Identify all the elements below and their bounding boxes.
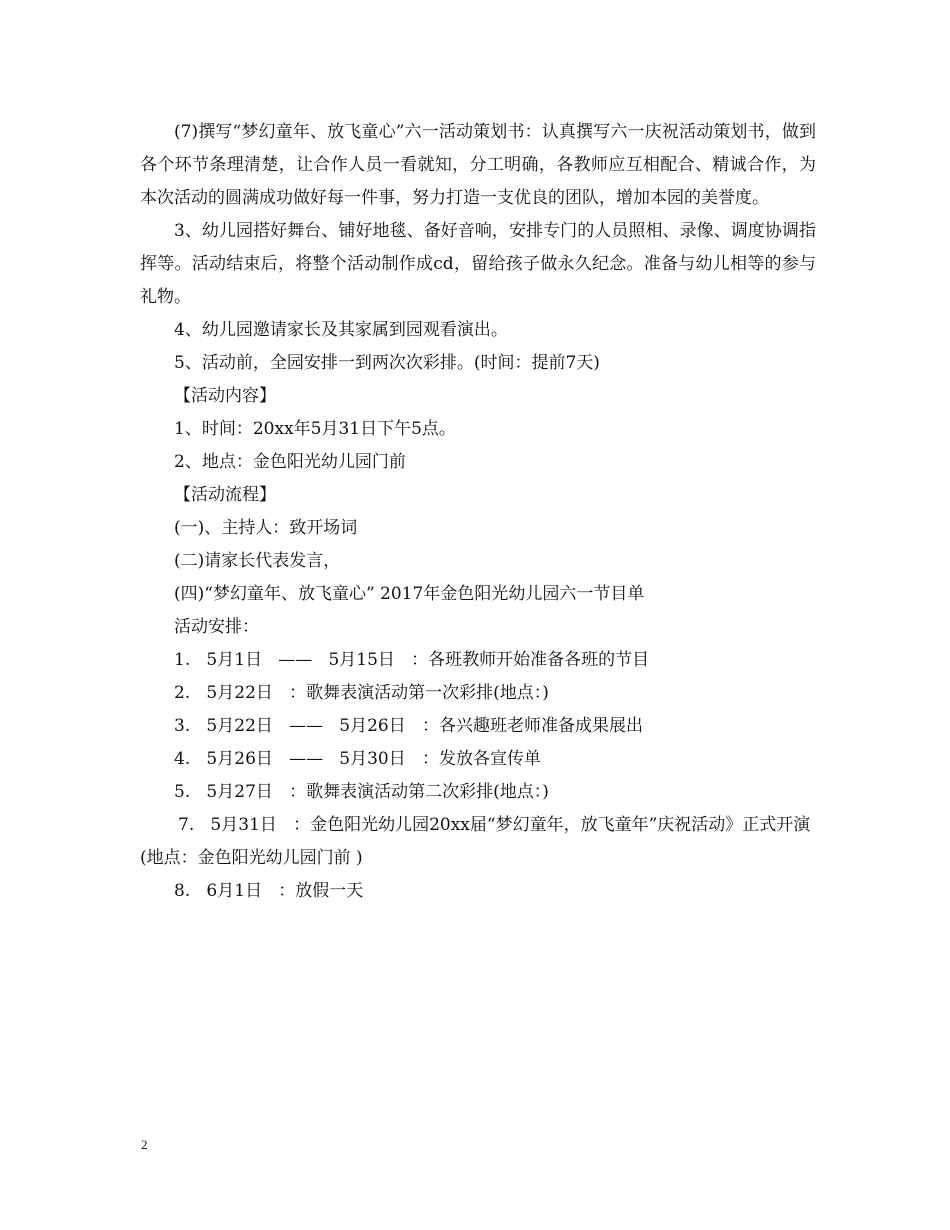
paragraph-time: 1、时间：20xx年5月31日下午5点。 — [174, 419, 456, 439]
paragraph-invite-parents: 4、幼儿园邀请家长及其家属到园观看演出。 — [174, 320, 508, 340]
paragraph-program-list: (四)“梦幻童年、放飞童心” 2017年金色阳光幼儿园六一节目单 — [174, 584, 645, 604]
schedule-list — [140, 644, 816, 908]
schedule-item: 4. 5月26日 —— 5月30日 ：发放各宣传单 — [174, 749, 541, 769]
paragraph-host: (一)、主持人：致开场词 — [174, 518, 358, 538]
page-number: 2 — [141, 1137, 148, 1152]
paragraph-parent-speech: (二)请家长代表发言， — [174, 551, 341, 571]
paragraph-stage-setup: 3、幼儿园搭好舞台、铺好地毯、备好音响，安排专门的人员照相、录像、调度协调指挥等。活动结束后，将整个活动制作成cd，留给孩子做永久纪念。准备与幼儿相等的参与礼物。 — [140, 221, 816, 307]
heading-activity-flow: 【活动流程】 — [174, 485, 276, 505]
heading-activity-content: 【活动内容】 — [174, 386, 276, 406]
schedule-item: 8. 6月1日 ：放假一天 — [174, 881, 364, 901]
document-body — [140, 116, 816, 908]
paragraph-location: 2、地点：金色阳光幼儿园门前 — [174, 452, 406, 472]
schedule-item: 5. 5月27日 ：歌舞表演活动第二次彩排(地点：) — [174, 782, 549, 802]
schedule-item: 7. 5月31日 ：金色阳光幼儿园20xx届“梦幻童年，放飞童年”庆祝活动》正式开演(地点：金色阳光幼儿园门前 ) — [140, 815, 811, 868]
paragraph-rehearsal: 5、活动前，全园安排一到两次次彩排。(时间：提前7天) — [174, 353, 600, 373]
schedule-item: 2. 5月22日 ：歌舞表演活动第一次彩排(地点：) — [174, 683, 549, 703]
schedule-item: 3. 5月22日 —— 5月26日 ：各兴趣班老师准备成果展出 — [174, 716, 643, 736]
schedule-item: 1. 5月1日 —— 5月15日 ：各班教师开始准备各班的节目 — [174, 650, 650, 670]
paragraph-arrangement: 活动安排： — [174, 617, 259, 637]
paragraph-planning-book: (7)撰写“梦幻童年、放飞童心”六一活动策划书：认真撰写六一庆祝活动策划书，做到各个环节条理清楚，让合作人员一看就知，分工明确，各教师应互相配合、精诚合作，为本次活动的圆满成功做好每一件事，努力打造一支优良的团队，增加本园的美誉度。 — [140, 122, 816, 208]
